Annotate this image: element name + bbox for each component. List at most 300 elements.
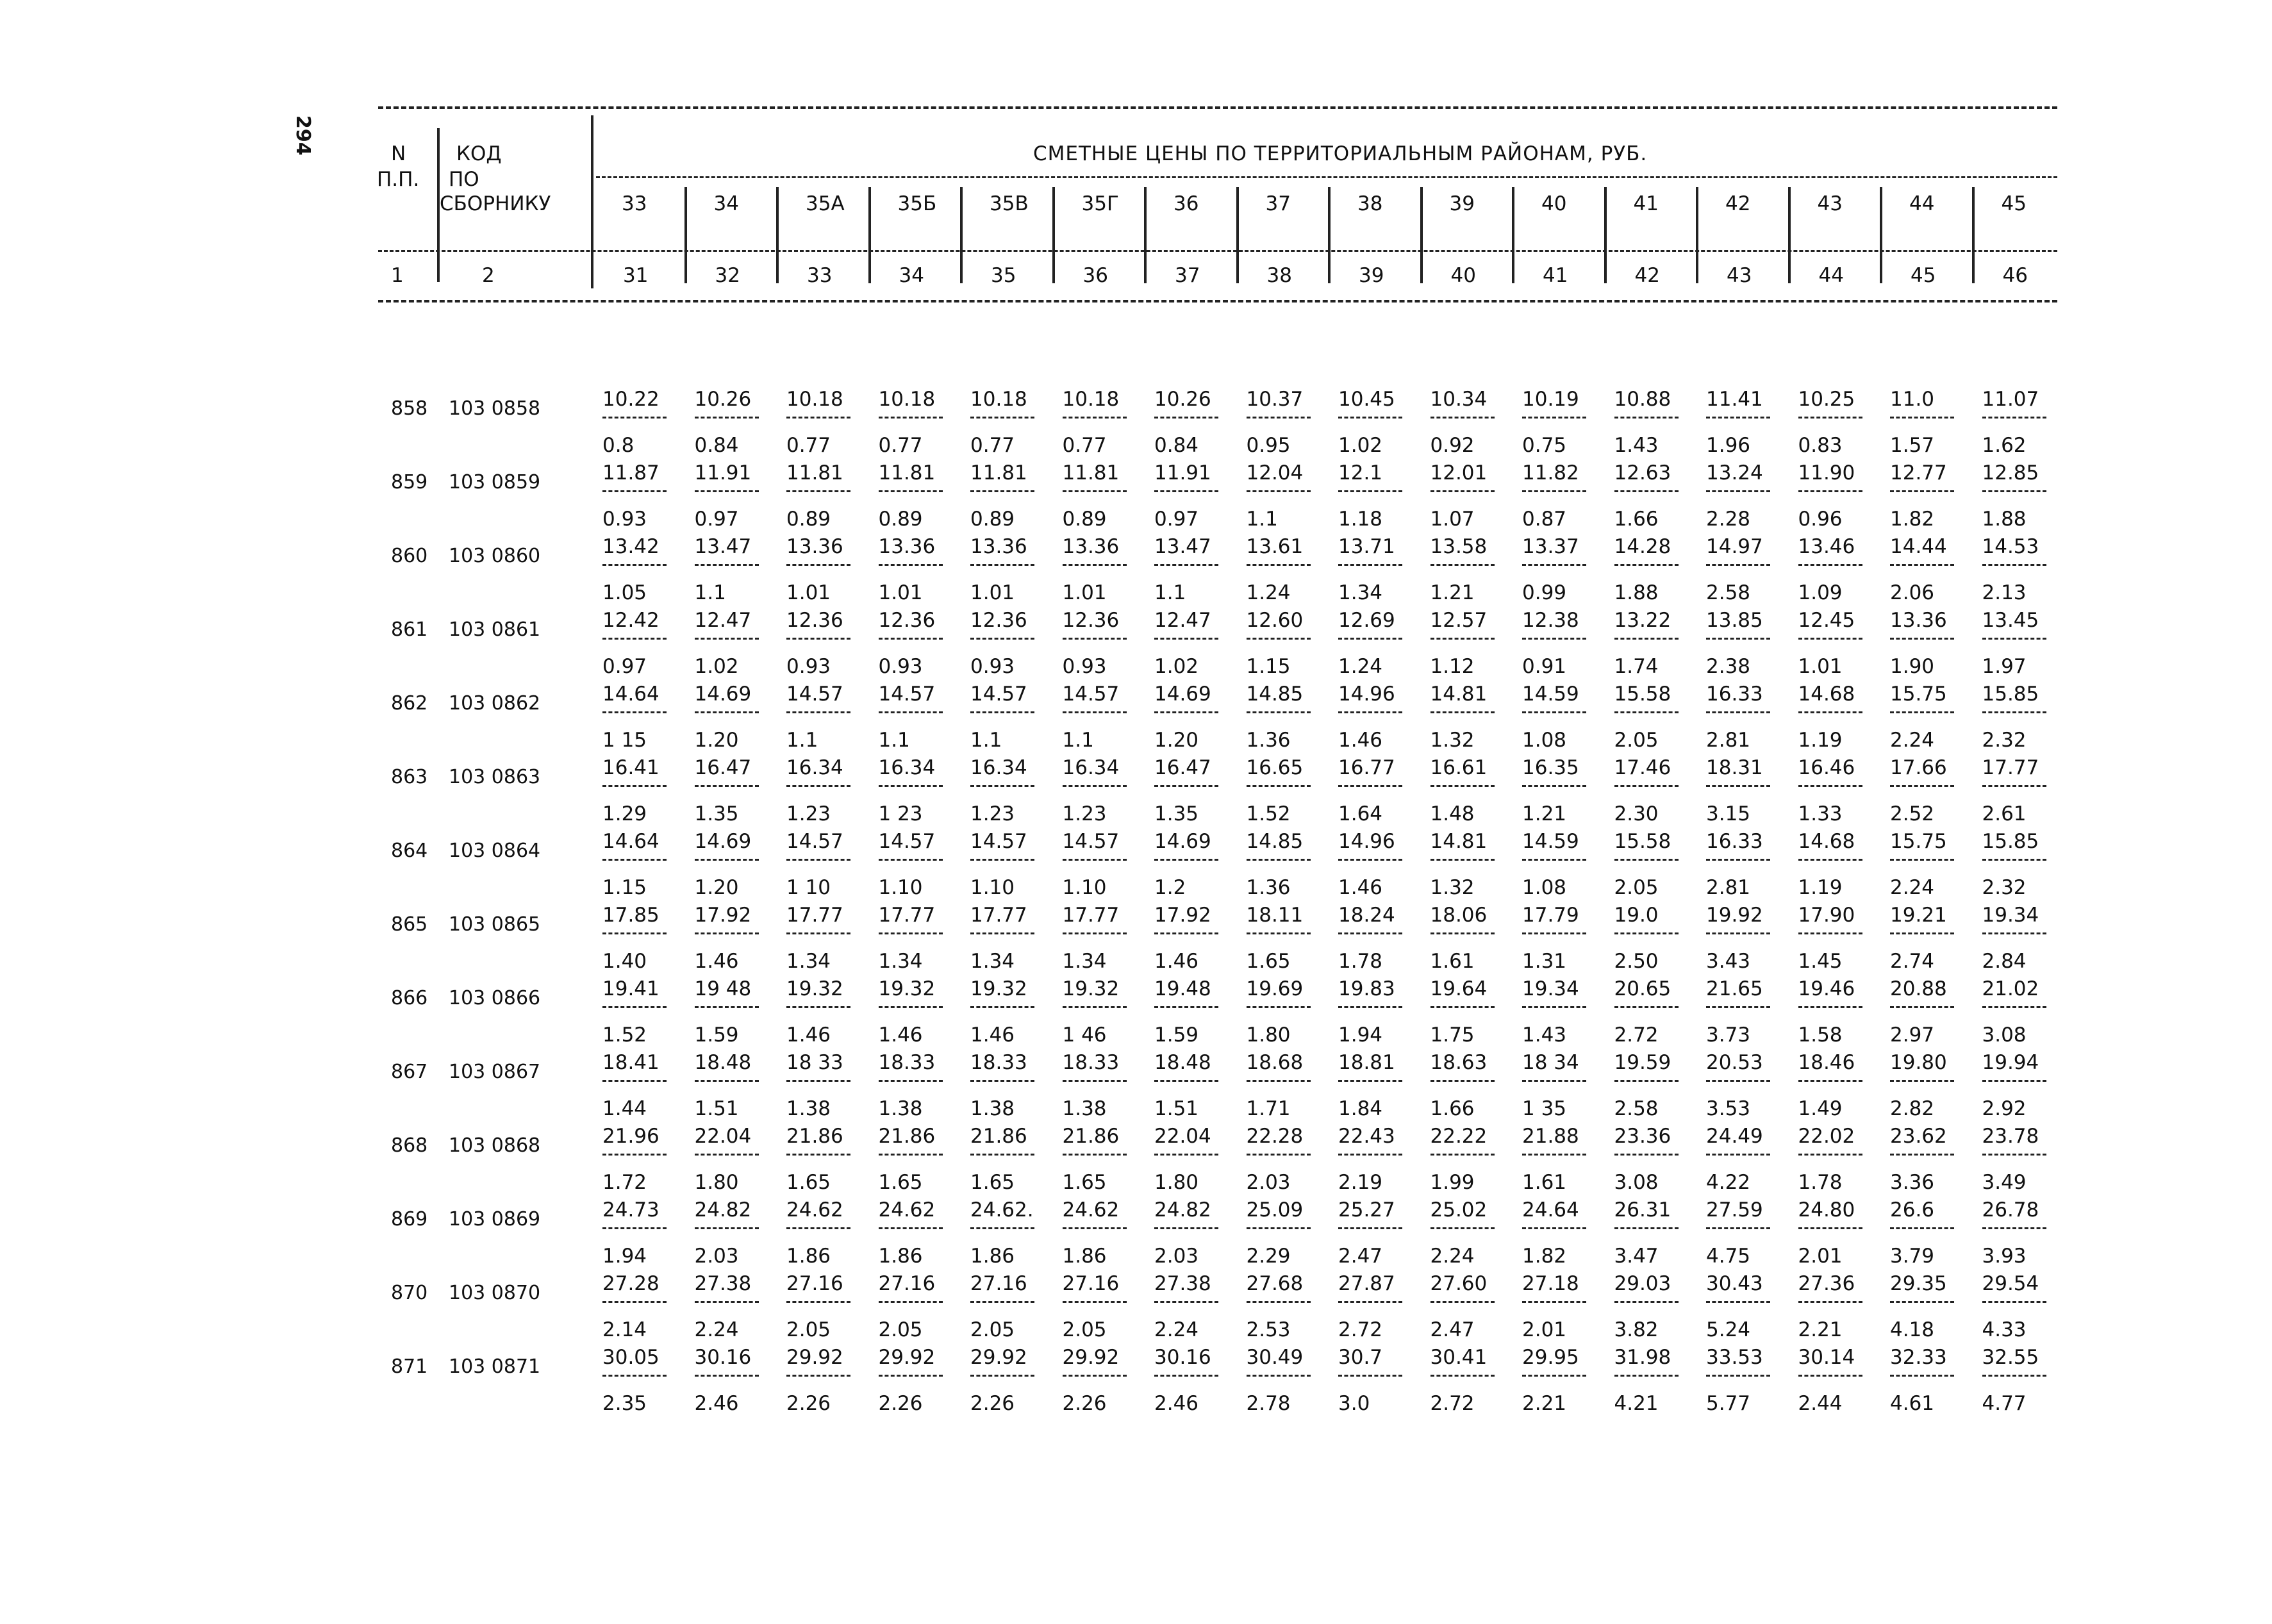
price-subvalue: 3.43 (1706, 950, 1751, 973)
fraction-bar (786, 490, 850, 492)
price-value: 30.49 (1246, 1346, 1304, 1369)
price-subvalue: 2.28 (1706, 508, 1751, 531)
price-subvalue: 1.1 (1062, 729, 1094, 752)
price-subvalue: 2.81 (1706, 876, 1751, 899)
price-subvalue: 1.72 (602, 1171, 647, 1194)
price-value: 27.28 (602, 1272, 659, 1295)
price-subvalue: 2.46 (694, 1392, 739, 1415)
fraction-bar (1430, 1227, 1495, 1229)
price-value: 21.86 (878, 1125, 936, 1148)
fraction-bar (1063, 1006, 1127, 1008)
price-value: 30.43 (1706, 1272, 1763, 1295)
fraction-bar (970, 1080, 1034, 1082)
price-value: 29.95 (1522, 1346, 1579, 1369)
price-value: 23.78 (1982, 1125, 2039, 1148)
fraction-bar (1338, 1080, 1402, 1082)
column-index: 32 (715, 264, 740, 287)
fraction-bar (1982, 1154, 2046, 1156)
price-value: 18.63 (1430, 1051, 1488, 1074)
fraction-bar (1247, 859, 1311, 861)
separator-district-10 (1512, 187, 1514, 283)
row-code: 103 0870 (449, 1282, 541, 1304)
price-value: 14.57 (878, 830, 936, 853)
fraction-bar (1890, 490, 1954, 492)
fraction-bar (1890, 1006, 1954, 1008)
fraction-bar (1247, 785, 1311, 787)
price-subvalue: 1.65 (970, 1171, 1015, 1194)
fraction-bar (1430, 490, 1495, 492)
price-value: 12.36 (970, 609, 1027, 632)
price-subvalue: 2.19 (1338, 1171, 1383, 1194)
price-subvalue: 1.49 (1798, 1097, 1843, 1120)
price-value: 13.36 (1062, 535, 1120, 558)
fraction-bar (695, 1006, 759, 1008)
fraction-bar (1063, 1080, 1127, 1082)
price-subvalue: 4.33 (1982, 1318, 2027, 1341)
fraction-bar (1982, 417, 2046, 418)
price-value: 16.34 (786, 756, 843, 779)
price-value: 14.57 (970, 683, 1027, 706)
fraction-bar (1430, 638, 1495, 640)
price-value: 18.33 (970, 1051, 1027, 1074)
price-subvalue: 1.86 (878, 1245, 923, 1268)
price-value: 14.85 (1246, 683, 1304, 706)
district-header: 35А (806, 192, 845, 215)
col-num-label-2: П.П. (377, 168, 420, 191)
header-mid-rule (378, 250, 2057, 252)
price-value: 29.03 (1614, 1272, 1671, 1295)
price-value: 17.92 (1154, 904, 1211, 927)
row-number: 871 (391, 1355, 428, 1378)
price-value: 30.7 (1338, 1346, 1383, 1369)
price-subvalue: 1.96 (1706, 434, 1751, 457)
price-value: 30.05 (602, 1346, 659, 1369)
fraction-bar (1247, 1006, 1311, 1008)
price-value: 16.47 (694, 756, 752, 779)
price-value: 26.78 (1982, 1198, 2039, 1222)
price-value: 13.85 (1706, 609, 1763, 632)
price-value: 18 33 (786, 1051, 843, 1074)
price-value: 12.36 (786, 609, 843, 632)
fraction-bar (602, 1080, 667, 1082)
price-value: 10.37 (1246, 388, 1304, 411)
price-subvalue: 2.06 (1890, 581, 1935, 604)
fraction-bar (1982, 638, 2046, 640)
price-subvalue: 1.52 (602, 1023, 647, 1047)
fraction-bar (879, 932, 943, 934)
fraction-bar (1247, 417, 1311, 418)
price-value: 21.02 (1982, 977, 2039, 1000)
fraction-bar (1522, 1154, 1586, 1156)
price-subvalue: 2.24 (1430, 1245, 1475, 1268)
fraction-bar (1338, 1006, 1402, 1008)
price-subvalue: 2.03 (1246, 1171, 1291, 1194)
fraction-bar (1614, 1375, 1679, 1377)
row-number: 867 (391, 1061, 428, 1083)
fraction-bar (1338, 564, 1402, 566)
fraction-bar (1890, 417, 1954, 418)
fraction-bar (879, 1375, 943, 1377)
price-value: 33.53 (1706, 1346, 1763, 1369)
price-subvalue: 4.75 (1706, 1245, 1751, 1268)
fraction-bar (1154, 932, 1218, 934)
price-value: 11.87 (602, 461, 659, 485)
price-value: 11.81 (786, 461, 843, 485)
fraction-bar (1430, 932, 1495, 934)
row-code: 103 0864 (449, 840, 541, 862)
district-header: 42 (1725, 192, 1751, 215)
price-value: 27.38 (694, 1272, 752, 1295)
fraction-bar (1338, 1227, 1402, 1229)
district-header: 33 (622, 192, 647, 215)
price-subvalue: 1.24 (1246, 581, 1291, 604)
price-subvalue: 1.61 (1430, 950, 1475, 973)
price-value: 14.59 (1522, 683, 1579, 706)
price-subvalue: 1.57 (1890, 434, 1935, 457)
price-subvalue: 2.44 (1798, 1392, 1843, 1415)
price-subvalue: 0.97 (1154, 508, 1199, 531)
price-subvalue: 1.10 (970, 876, 1015, 899)
price-subvalue: 1.66 (1430, 1097, 1475, 1120)
price-subvalue: 1.19 (1798, 876, 1843, 899)
fraction-bar (1982, 711, 2046, 713)
price-value: 24.62 (878, 1198, 936, 1222)
price-value: 16.33 (1706, 683, 1763, 706)
fraction-bar (1706, 1301, 1770, 1303)
price-subvalue: 1.1 (1154, 581, 1186, 604)
price-subvalue: 0.93 (602, 508, 647, 531)
price-value: 13.36 (970, 535, 1027, 558)
price-value: 21.86 (970, 1125, 1027, 1148)
price-value: 20.65 (1614, 977, 1671, 1000)
fraction-bar (879, 564, 943, 566)
price-subvalue: 1.10 (1062, 876, 1107, 899)
price-value: 20.53 (1706, 1051, 1763, 1074)
fraction-bar (1430, 1301, 1495, 1303)
row-code: 103 0862 (449, 692, 541, 715)
fraction-bar (786, 564, 850, 566)
price-value: 17.77 (878, 904, 936, 927)
price-subvalue: 1.07 (1430, 508, 1475, 531)
price-value: 17.85 (602, 904, 659, 927)
price-subvalue: 1.1 (878, 729, 910, 752)
price-subvalue: 3.49 (1982, 1171, 2027, 1194)
fraction-bar (1430, 1080, 1495, 1082)
price-subvalue: 1.86 (1062, 1245, 1107, 1268)
fraction-bar (1614, 859, 1679, 861)
fraction-bar (1614, 1301, 1679, 1303)
price-value: 21.96 (602, 1125, 659, 1148)
fraction-bar (1614, 1080, 1679, 1082)
price-subvalue: 1.59 (694, 1023, 739, 1047)
price-value: 13.71 (1338, 535, 1395, 558)
fraction-bar (1614, 711, 1679, 713)
fraction-bar (1154, 490, 1218, 492)
fraction-bar (1338, 1375, 1402, 1377)
fraction-bar (1982, 1375, 2046, 1377)
price-value: 21.86 (786, 1125, 843, 1148)
price-subvalue: 1.09 (1798, 581, 1843, 604)
price-subvalue: 1.78 (1338, 950, 1383, 973)
price-subvalue: 2.05 (786, 1318, 831, 1341)
price-subvalue: 2.38 (1706, 655, 1751, 678)
fraction-bar (1522, 417, 1586, 418)
price-subvalue: 3.08 (1982, 1023, 2027, 1047)
price-value: 16.77 (1338, 756, 1395, 779)
price-subvalue: 0.77 (786, 434, 831, 457)
price-subvalue: 1.46 (786, 1023, 831, 1047)
price-value: 14.57 (970, 830, 1027, 853)
fraction-bar (879, 1301, 943, 1303)
price-subvalue: 4.18 (1890, 1318, 1935, 1341)
price-subvalue: 1.15 (1246, 655, 1291, 678)
district-header: 38 (1357, 192, 1383, 215)
column-index: 41 (1543, 264, 1568, 287)
price-value: 12.47 (694, 609, 752, 632)
district-header: 35Б (897, 192, 937, 215)
price-value: 15.58 (1614, 683, 1671, 706)
separator-district-8 (1328, 187, 1331, 283)
price-subvalue: 0.84 (1154, 434, 1199, 457)
price-subvalue: 1.88 (1614, 581, 1659, 604)
price-subvalue: 2.26 (970, 1392, 1015, 1415)
price-subvalue: 1.10 (878, 876, 923, 899)
fraction-bar (1338, 490, 1402, 492)
price-value: 14.81 (1430, 830, 1488, 853)
price-subvalue: 2.24 (1154, 1318, 1199, 1341)
price-value: 19.80 (1890, 1051, 1947, 1074)
price-subvalue: 1.23 (786, 802, 831, 825)
price-value: 27.36 (1798, 1272, 1855, 1295)
price-value: 24.82 (694, 1198, 752, 1222)
price-subvalue: 2.58 (1706, 581, 1751, 604)
fraction-bar (1798, 638, 1862, 640)
fraction-bar (1338, 638, 1402, 640)
price-value: 17.77 (786, 904, 843, 927)
price-value: 10.18 (878, 388, 936, 411)
price-value: 10.34 (1430, 388, 1488, 411)
price-subvalue: 1.65 (786, 1171, 831, 1194)
row-number: 860 (391, 545, 428, 567)
column-index: 39 (1359, 264, 1384, 287)
fraction-bar (879, 711, 943, 713)
fraction-bar (1798, 1227, 1862, 1229)
price-subvalue: 1 35 (1522, 1097, 1567, 1120)
price-value: 17.66 (1890, 756, 1947, 779)
separator-num-code (437, 128, 440, 282)
fraction-bar (879, 1154, 943, 1156)
fraction-bar (786, 1080, 850, 1082)
price-subvalue: 3.93 (1982, 1245, 2027, 1268)
price-value: 20.88 (1890, 977, 1947, 1000)
price-value: 12.45 (1798, 609, 1855, 632)
fraction-bar (1614, 932, 1679, 934)
price-value: 18.33 (1062, 1051, 1120, 1074)
price-value: 27.16 (786, 1272, 843, 1295)
price-value: 27.38 (1154, 1272, 1211, 1295)
fraction-bar (602, 564, 667, 566)
price-subvalue: 1.08 (1522, 729, 1567, 752)
price-subvalue: 1.45 (1798, 950, 1843, 973)
price-subvalue: 1.1 (694, 581, 726, 604)
fraction-bar (695, 638, 759, 640)
fraction-bar (1154, 785, 1218, 787)
fraction-bar (1706, 1227, 1770, 1229)
fraction-bar (1430, 859, 1495, 861)
price-value: 24.73 (602, 1198, 659, 1222)
fraction-bar (1614, 1154, 1679, 1156)
price-value: 24.62. (970, 1198, 1034, 1222)
fraction-bar (1154, 711, 1218, 713)
fraction-bar (695, 417, 759, 418)
price-value: 19.59 (1614, 1051, 1671, 1074)
price-subvalue: 1.34 (1062, 950, 1107, 973)
price-subvalue: 1.84 (1338, 1097, 1383, 1120)
price-subvalue: 2.24 (1890, 876, 1935, 899)
fraction-bar (602, 1006, 667, 1008)
fraction-bar (1154, 638, 1218, 640)
separator-district-1 (684, 187, 687, 283)
price-value: 16.35 (1522, 756, 1579, 779)
fraction-bar (1890, 1301, 1954, 1303)
fraction-bar (1247, 1154, 1311, 1156)
price-value: 25.02 (1430, 1198, 1488, 1222)
price-value: 19.46 (1798, 977, 1855, 1000)
price-value: 13.45 (1982, 609, 2039, 632)
price-subvalue: 1.08 (1522, 876, 1567, 899)
price-subvalue: 1 10 (786, 876, 831, 899)
row-code: 103 0868 (449, 1134, 541, 1157)
fraction-bar (1798, 417, 1862, 418)
separator-district-3 (868, 187, 871, 283)
fraction-bar (1798, 1154, 1862, 1156)
price-value: 19.92 (1706, 904, 1763, 927)
col-index-code: 2 (482, 264, 495, 287)
price-subvalue: 1.97 (1982, 655, 2027, 678)
separator-district-12 (1696, 187, 1698, 283)
price-value: 32.33 (1890, 1346, 1947, 1369)
fraction-bar (1338, 859, 1402, 861)
price-subvalue: 1.86 (786, 1245, 831, 1268)
column-index: 44 (1818, 264, 1844, 287)
col-code-label-3: СБОРНИКУ (440, 192, 551, 215)
price-subvalue: 1.2 (1154, 876, 1186, 899)
separator-district-9 (1420, 187, 1423, 283)
fraction-bar (1430, 785, 1495, 787)
price-value: 19.48 (1154, 977, 1211, 1000)
fraction-bar (1890, 785, 1954, 787)
price-value: 13.22 (1614, 609, 1671, 632)
price-value: 15.85 (1982, 830, 2039, 853)
price-value: 19.32 (878, 977, 936, 1000)
price-subvalue: 0.93 (1062, 655, 1107, 678)
price-subvalue: 2.35 (602, 1392, 647, 1415)
fraction-bar (1338, 711, 1402, 713)
price-subvalue: 1.24 (1338, 655, 1383, 678)
fraction-bar (970, 1227, 1034, 1229)
fraction-bar (1890, 1227, 1954, 1229)
price-subvalue: 1.61 (1522, 1171, 1567, 1194)
fraction-bar (1982, 932, 2046, 934)
price-subvalue: 1.38 (878, 1097, 923, 1120)
price-subvalue: 2.21 (1798, 1318, 1843, 1341)
district-header: 41 (1633, 192, 1659, 215)
price-subvalue: 3.53 (1706, 1097, 1751, 1120)
fraction-bar (1706, 1080, 1770, 1082)
fraction-bar (970, 785, 1034, 787)
price-subvalue: 2.29 (1246, 1245, 1291, 1268)
price-subvalue: 1.44 (602, 1097, 647, 1120)
fraction-bar (1154, 417, 1218, 418)
price-value: 19.64 (1430, 977, 1488, 1000)
fraction-bar (1247, 638, 1311, 640)
price-subvalue: 1.80 (1246, 1023, 1291, 1047)
fraction-bar (879, 1227, 943, 1229)
fraction-bar (1890, 711, 1954, 713)
fraction-bar (602, 417, 667, 418)
column-index: 40 (1450, 264, 1476, 287)
price-subvalue: 1.65 (878, 1171, 923, 1194)
fraction-bar (602, 785, 667, 787)
fraction-bar (1247, 1227, 1311, 1229)
fraction-bar (1706, 1006, 1770, 1008)
row-code: 103 0859 (449, 471, 541, 493)
price-subvalue: 3.79 (1890, 1245, 1935, 1268)
price-subvalue: 1.36 (1246, 876, 1291, 899)
district-header: 39 (1449, 192, 1475, 215)
price-subvalue: 1.20 (694, 729, 739, 752)
price-value: 19 48 (694, 977, 752, 1000)
fraction-bar (1798, 490, 1862, 492)
price-value: 10.19 (1522, 388, 1579, 411)
column-index: 36 (1082, 264, 1108, 287)
price-subvalue: 1.02 (1338, 434, 1383, 457)
fraction-bar (786, 638, 850, 640)
fraction-bar (879, 490, 943, 492)
price-value: 19.34 (1522, 977, 1579, 1000)
price-subvalue: 2.97 (1890, 1023, 1935, 1047)
price-value: 23.36 (1614, 1125, 1671, 1148)
price-subvalue: 2.53 (1246, 1318, 1291, 1341)
price-subvalue: 1.94 (602, 1245, 647, 1268)
price-value: 19.0 (1614, 904, 1659, 927)
price-subvalue: 3.82 (1614, 1318, 1659, 1341)
price-value: 19.32 (970, 977, 1027, 1000)
price-value: 19.41 (602, 977, 659, 1000)
price-value: 26.31 (1614, 1198, 1671, 1222)
price-value: 22.04 (1154, 1125, 1211, 1148)
price-subvalue: 1.02 (694, 655, 739, 678)
price-value: 14.53 (1982, 535, 2039, 558)
fraction-bar (1430, 1154, 1495, 1156)
row-code: 103 0860 (449, 545, 541, 567)
price-value: 16.34 (1062, 756, 1120, 779)
price-subvalue: 0.97 (694, 508, 739, 531)
price-subvalue: 2.32 (1982, 876, 2027, 899)
column-index: 37 (1175, 264, 1200, 287)
fraction-bar (1614, 785, 1679, 787)
fraction-bar (1798, 711, 1862, 713)
separator-district-5 (1052, 187, 1055, 283)
price-subvalue: 1.99 (1430, 1171, 1475, 1194)
price-value: 22.43 (1338, 1125, 1395, 1148)
fraction-bar (1247, 932, 1311, 934)
price-value: 14.57 (786, 830, 843, 853)
fraction-bar (1798, 859, 1862, 861)
price-subvalue: 0.8 (602, 434, 634, 457)
price-subvalue: 1.12 (1430, 655, 1475, 678)
price-subvalue: 2.82 (1890, 1097, 1935, 1120)
